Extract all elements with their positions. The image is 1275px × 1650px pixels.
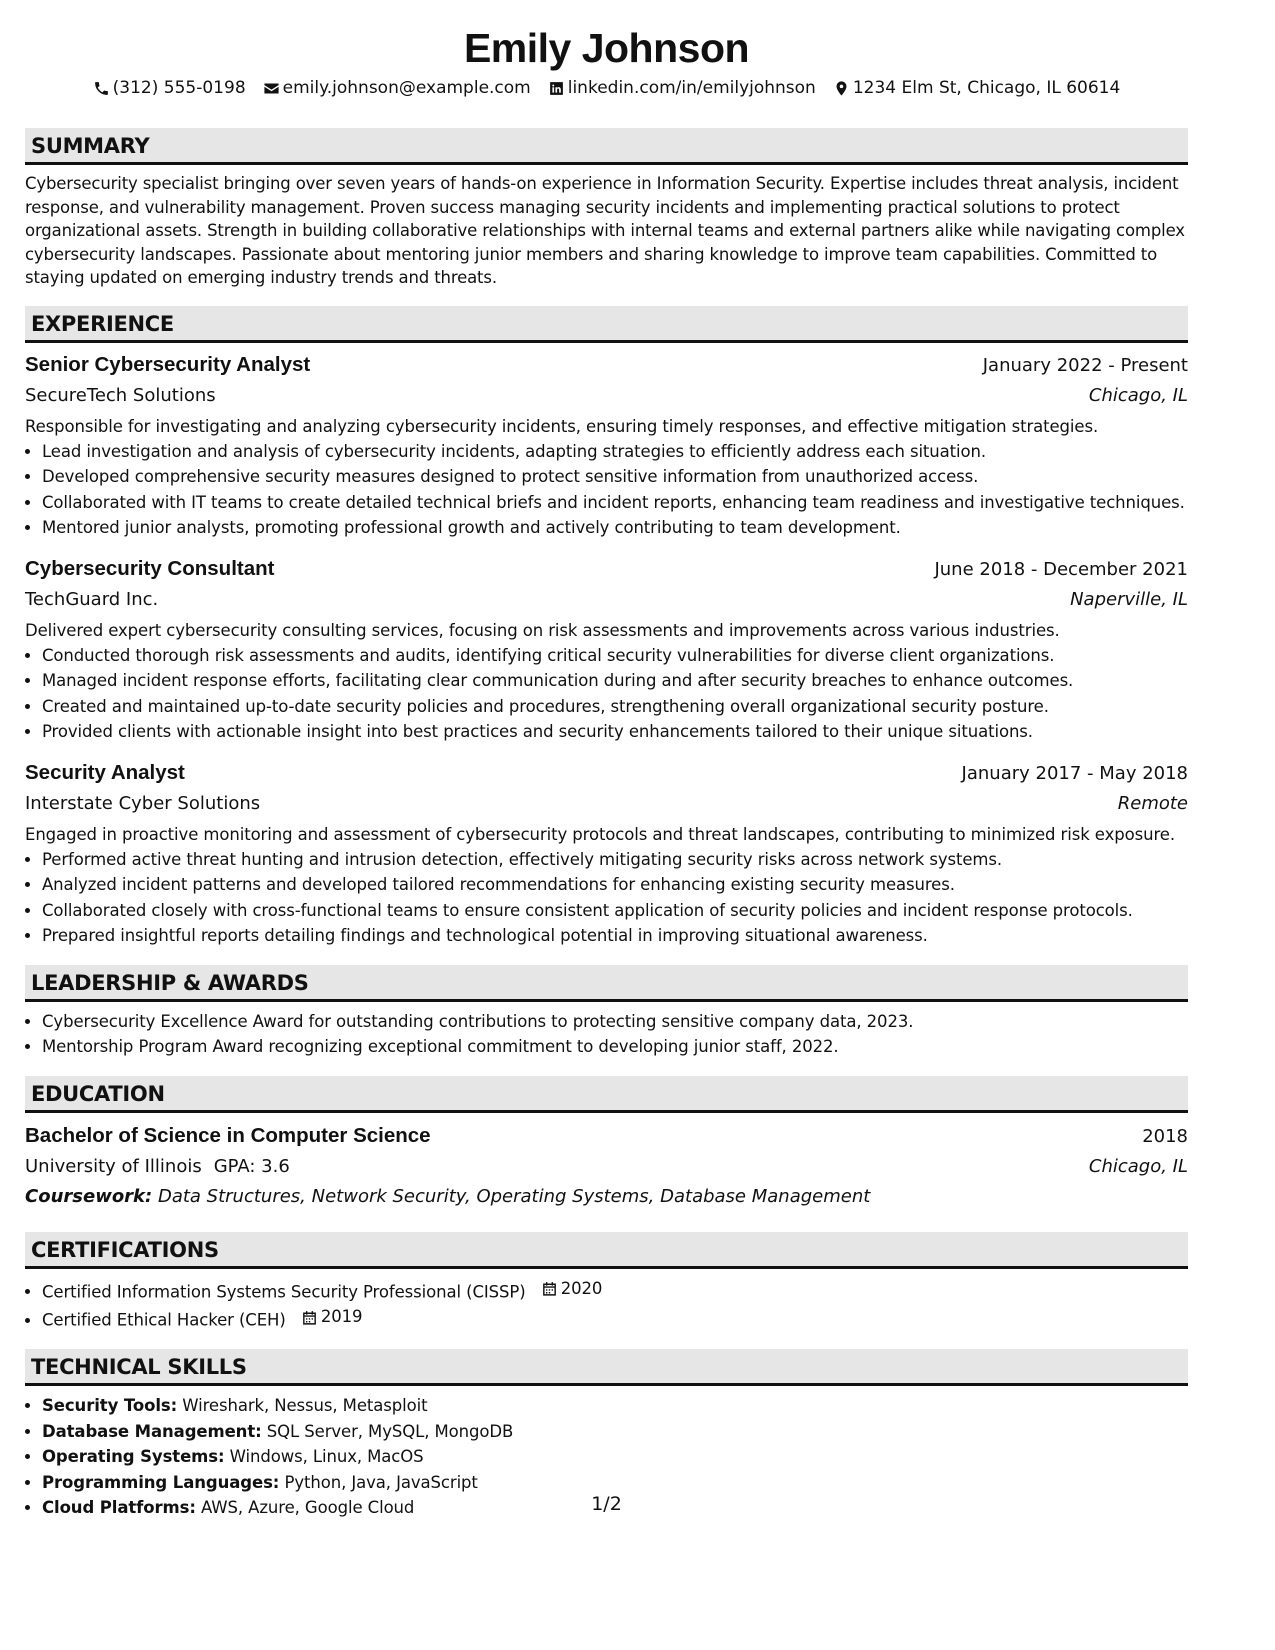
skill-value: AWS, Azure, Google Cloud xyxy=(201,1498,415,1517)
envelope-icon xyxy=(263,80,280,97)
job-dates: January 2017 - May 2018 xyxy=(961,762,1188,784)
coursework-list: Data Structures, Network Security, Operating Systems, Database Management xyxy=(157,1185,871,1207)
certifications-section xyxy=(25,1232,1188,1334)
list-item: • Prepared insightful reports detailing findings and technological potential in improving situational awareness. xyxy=(42,923,1188,949)
contact-bar xyxy=(25,76,1188,100)
list-item: • Conducted thorough risk assessments and audits, identifying critical security vulnerabilities for diverse client organizations. xyxy=(42,643,1188,669)
address-text: 1234 Elm St, Chicago, IL 60614 xyxy=(852,78,1121,98)
list-item: • Performed active threat hunting and intrusion detection, effectively mitigating security risks across network systems. xyxy=(42,847,1188,873)
resume-page xyxy=(25,0,1188,1521)
skill-item xyxy=(42,1393,1188,1419)
list-item: • Analyzed incident patterns and developed tailored recommendations for enhancing existing security measures. xyxy=(42,872,1188,898)
section-heading: EDUCATION xyxy=(25,1076,1188,1113)
job-location: Remote xyxy=(1117,792,1188,814)
contact-address xyxy=(833,76,1120,100)
section-heading: TECHNICAL SKILLS xyxy=(25,1349,1188,1386)
linkedin-text: linkedin.com/in/emilyjohnson xyxy=(567,78,816,98)
list-item: • Created and maintained up-to-date security policies and procedures, strengthening overall organizational security posture. xyxy=(42,694,1188,720)
job-bullets xyxy=(25,643,1188,745)
job-location: Chicago, IL xyxy=(1088,384,1188,406)
job-dates: January 2022 - Present xyxy=(982,354,1188,376)
list-item: • Lead investigation and analysis of cybersecurity incidents, adapting strategies to efficiently address each situation. xyxy=(42,439,1188,465)
job-company: TechGuard Inc. xyxy=(25,588,159,610)
school-location: Chicago, IL xyxy=(1088,1155,1188,1177)
skill-value: Wireshark, Nessus, Metasploit xyxy=(182,1396,428,1415)
skill-value: Windows, Linux, MacOS xyxy=(229,1447,424,1466)
phone-text: (312) 555-0198 xyxy=(112,78,246,98)
job-bullets xyxy=(25,439,1188,541)
section-heading: SUMMARY xyxy=(25,128,1188,165)
section-heading: EXPERIENCE xyxy=(25,306,1188,343)
skill-label: Cloud Platforms: xyxy=(42,1498,196,1517)
email-text: emily.johnson@example.com xyxy=(282,78,531,98)
skill-item xyxy=(42,1444,1188,1470)
certification-date xyxy=(301,1304,363,1330)
awards-list xyxy=(25,1009,1188,1060)
page-number: 1/2 xyxy=(591,1493,622,1515)
skill-label: Database Management: xyxy=(42,1421,262,1441)
list-item: • Developed comprehensive security measures designed to protect sensitive information from unauthorized access. xyxy=(42,464,1188,490)
certification-name: Certified Ethical Hacker (CEH) xyxy=(42,1310,286,1330)
section-heading: CERTIFICATIONS xyxy=(25,1232,1188,1269)
certifications-list xyxy=(25,1276,1188,1334)
calendar-icon xyxy=(541,1280,558,1297)
job-entry xyxy=(25,758,1188,949)
skill-label: Security Tools: xyxy=(42,1396,178,1415)
experience-section xyxy=(25,306,1188,949)
gpa: GPA: 3.6 xyxy=(213,1155,290,1177)
job-title: Senior Cybersecurity Analyst xyxy=(25,352,311,376)
list-item: • Mentored junior analysts, promoting professional growth and actively contributing to team development. xyxy=(42,515,1188,541)
skill-label: Programming Languages: xyxy=(42,1472,280,1492)
job-description: Engaged in proactive monitoring and assessment of cybersecurity protocols and threat landscapes, contributing to minimized risk exposure. xyxy=(25,824,1175,844)
job-title: Cybersecurity Consultant xyxy=(25,556,275,580)
candidate-name: Emily Johnson xyxy=(463,25,750,71)
certification-year: 2019 xyxy=(320,1307,363,1327)
list-item: • Managed incident response efforts, facilitating clear communication during and after security breaches to enhance outcomes. xyxy=(42,668,1188,694)
list-item: • Mentorship Program Award recognizing exceptional commitment to developing junior staff, 2022. xyxy=(42,1034,1188,1060)
education-entry xyxy=(25,1121,1188,1212)
list-item: • Collaborated closely with cross-functional teams to ensure consistent application of security policies and incident response protocols. xyxy=(42,898,1188,924)
contact-email[interactable] xyxy=(263,76,531,100)
job-location: Naperville, IL xyxy=(1070,588,1188,610)
graduation-year: 2018 xyxy=(1142,1125,1188,1147)
coursework-label: Coursework: xyxy=(25,1185,153,1207)
job-company: SecureTech Solutions xyxy=(25,384,216,406)
summary-text: Cybersecurity specialist bringing over seven years of hands-on experience in Information Security. Expertise includes threat analysis, incident response, and vulnerability management. Proven success managing security incidents and implementing practical solutions to protect organizational assets. Strength in building collaborative relationships with internal teams and external partners alike while navigating complex cybersecurity landscapes. Passionate about mentoring junior members and sharing knowledge to improve team capabilities. Committed to staying updated on emerging industry trends and threats. xyxy=(25,174,1185,287)
job-title: Security Analyst xyxy=(25,760,185,784)
list-item: • Collaborated with IT teams to create detailed technical briefs and incident reports, enhancing team readiness and investigative techniques. xyxy=(42,490,1188,516)
summary-section xyxy=(25,128,1188,290)
job-bullets xyxy=(25,847,1188,949)
coursework-line xyxy=(25,1182,1188,1212)
contact-phone[interactable] xyxy=(93,76,246,100)
education-section xyxy=(25,1076,1188,1212)
job-company: Interstate Cyber Solutions xyxy=(25,792,261,814)
job-description: Delivered expert cybersecurity consulting services, focusing on risk assessments and improvements across various industries. xyxy=(25,620,1060,640)
degree: Bachelor of Science in Computer Science xyxy=(25,1123,431,1147)
school-name: University of Illinois xyxy=(25,1155,202,1177)
job-dates: June 2018 - December 2021 xyxy=(934,558,1188,580)
contact-linkedin[interactable] xyxy=(548,76,816,100)
certification-item xyxy=(42,1276,1188,1305)
section-heading: LEADERSHIP & AWARDS xyxy=(25,965,1188,1002)
skill-value: SQL Server, MySQL, MongoDB xyxy=(266,1421,514,1441)
awards-section xyxy=(25,965,1188,1060)
certification-item xyxy=(42,1304,1188,1333)
phone-icon xyxy=(93,80,110,97)
skill-item xyxy=(42,1419,1188,1445)
school-line xyxy=(25,1152,290,1182)
skill-label: Operating Systems: xyxy=(42,1447,225,1466)
calendar-icon xyxy=(301,1309,318,1326)
list-item: • Provided clients with actionable insight into best practices and security enhancements tailored to their unique situations. xyxy=(42,719,1188,745)
skill-item xyxy=(42,1470,1188,1496)
job-entry xyxy=(25,350,1188,541)
certification-year: 2020 xyxy=(560,1278,603,1298)
list-item: • Cybersecurity Excellence Award for outstanding contributions to protecting sensitive company data, 2023. xyxy=(42,1009,1188,1035)
job-entry xyxy=(25,554,1188,745)
linkedin-icon xyxy=(548,80,565,97)
certification-date xyxy=(541,1276,603,1302)
skill-value: Python, Java, JavaScript xyxy=(284,1472,478,1492)
job-description: Responsible for investigating and analyzing cybersecurity incidents, ensuring timely responses, and effective mitigation strategies. xyxy=(25,416,1099,436)
certification-name: Certified Information Systems Security Professional (CISSP) xyxy=(42,1281,526,1301)
map-pin-icon xyxy=(833,80,850,97)
